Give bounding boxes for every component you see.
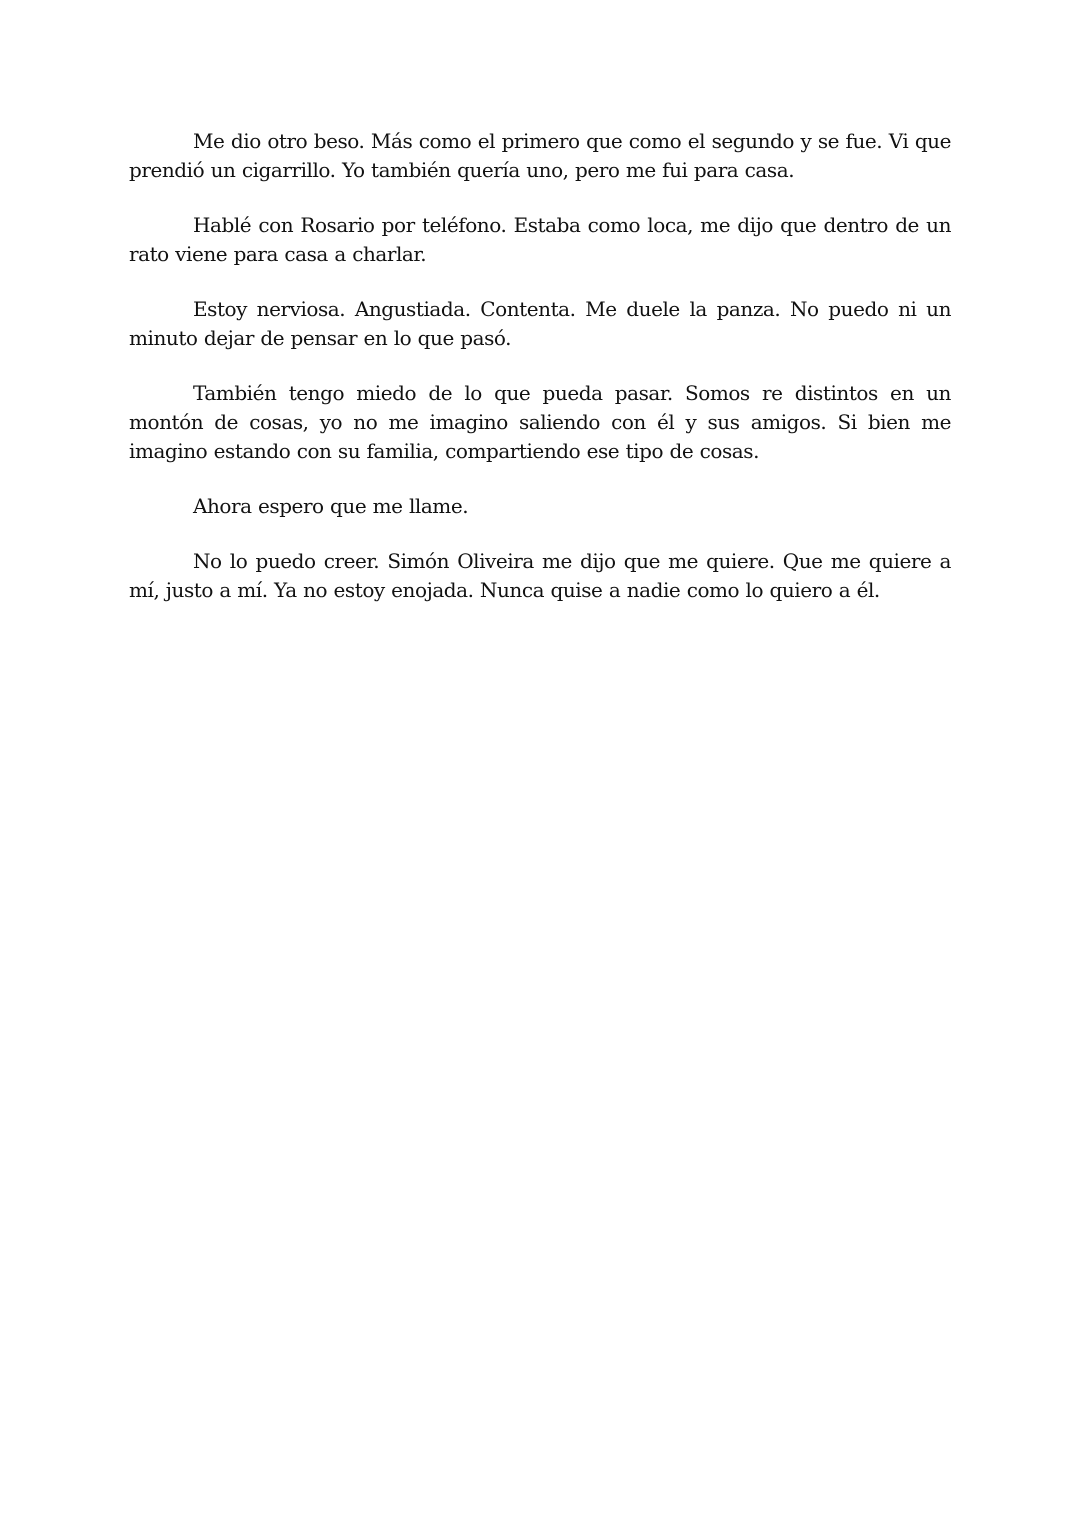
paragraph-5: Ahora espero que me llame. xyxy=(193,494,469,518)
paragraph-6: No lo puedo creer. Simón Oliveira me dijo que me quiere. Que me quiere a mí, justo a mí. Ya no estoy enojada. Nunca quise a nadie como lo quiero a él. xyxy=(129,549,951,602)
paragraph-4: También tengo miedo de lo que pueda pasar. Somos re distintos en un montón de cosas, yo no me imagino saliendo con él y sus amigos. Si bien me imagino estando con su familia, compartiendo ese tipo de cosas. xyxy=(129,381,951,463)
paragraph-2: Hablé con Rosario por teléfono. Estaba como loca, me dijo que dentro de un rato viene para casa a charlar. xyxy=(129,213,951,266)
document-body xyxy=(129,127,951,631)
paragraph-3: Estoy nerviosa. Angustiada. Contenta. Me duele la panza. No puedo ni un minuto dejar de pensar en lo que pasó. xyxy=(129,297,951,350)
paragraph-1: Me dio otro beso. Más como el primero que como el segundo y se fue. Vi que prendió un cigarrillo. Yo también quería uno, pero me fui para casa. xyxy=(129,129,951,182)
